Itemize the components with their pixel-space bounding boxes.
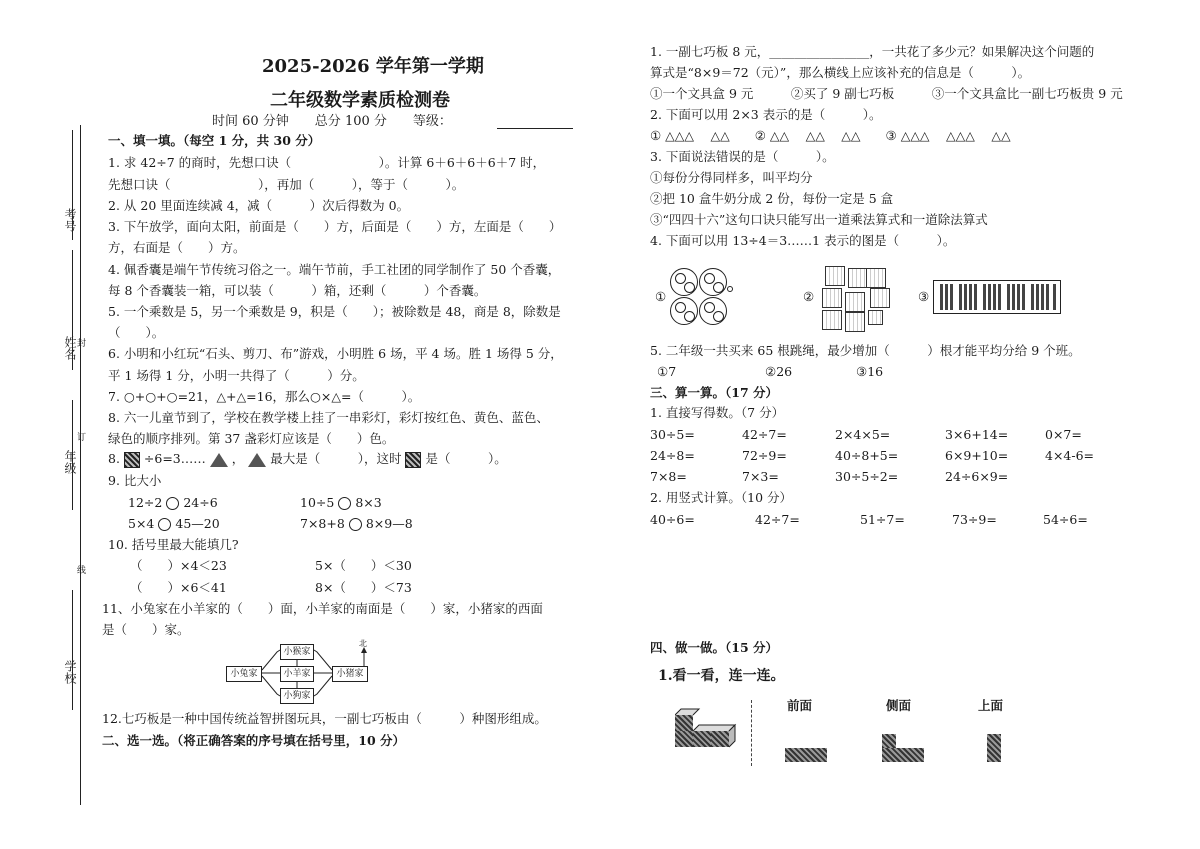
dividend-square-icon-2 (405, 452, 421, 468)
vertical-calc-item: 51÷7= (860, 512, 905, 527)
view-top-label: 上面 (978, 698, 1004, 713)
extra-dot (727, 286, 733, 292)
q9-title: 9. 比大小 (108, 473, 162, 488)
q10-d: 8×（ ）＜73 (315, 580, 412, 595)
s2-q3-opt1: ①每份分得同样多，叫平均分 (650, 170, 813, 185)
s2-q2-options: ① △△△ △△ ② △△ △△ △△ ③ △△△ △△△ △△ (650, 128, 1011, 143)
dot (684, 282, 695, 293)
calc-item: 3×6+14= (945, 427, 1009, 442)
section4-sub1: 1.看一看，连一连。 (658, 668, 785, 684)
map-house-top: 小猴家 (280, 644, 314, 660)
q12: 12.七巧板是一种中国传统益智拼图玩具，一副七巧板由（ ）种图形组成。 (102, 711, 547, 726)
s2-q5-opt1: ①7 (657, 364, 677, 379)
sticks-figure (933, 280, 1061, 314)
s2-q4-opt2-label: ② (803, 289, 815, 304)
q7: 7. ○+○+○=21，△+△=16，那么○×△=（ ）。 (108, 389, 421, 404)
section2-title: 二、选一选。（将正确答案的序号填在括号里，10 分） (102, 733, 405, 748)
map-house-left: 小兔家 (226, 666, 262, 682)
s2-q1-options: ①一个文具盒 9 元 ②买了 9 副七巧板 ③一个文具盒比一副七巧板贵 9 元 (650, 86, 1123, 101)
divider (751, 700, 752, 766)
exam-term: 2025-2026 学年第一学期 (262, 56, 484, 77)
exam-title: 二年级数学素质检测卷 (270, 90, 450, 111)
s2-q4: 4. 下面可以用 13÷4＝3……1 表示的图是（ ）。 (650, 233, 956, 248)
q8b-max: 最大是（ ），这时 (270, 451, 402, 466)
calc-item: 24÷6×9= (945, 469, 1009, 484)
q6-line1: 6. 小明和小红玩“石头、剪刀、布”游戏，小明胜 6 场，平 4 场。胜 1 场得 5 分， (108, 346, 563, 361)
calc-item: 4×4-6= (1045, 448, 1095, 463)
section1-title: 一、填一填。（每空 1 分，共 30 分） (108, 133, 321, 148)
compare-right: 45—20 (175, 516, 220, 531)
cut-line (80, 125, 81, 805)
compare-row-1b (300, 495, 382, 511)
remainder-triangle-icon-2 (248, 453, 266, 467)
view-tiles (987, 734, 1001, 762)
section3-sub1: 1. 直接写得数。（7 分） (650, 405, 785, 420)
s2-q3-opt2: ②把 10 盒牛奶分成 2 份，每份一定是 5 盒 (650, 191, 894, 206)
sticks-bundle-icon (934, 281, 1060, 313)
cube (845, 312, 865, 332)
q3-line1: 3. 下午放学，面向太阳，前面是（ ）方，后面是（ ）方，左面是（ ） (108, 219, 562, 234)
q8-line1: 8. 六一儿童节到了，学校在教学楼上挂了一串彩灯，彩灯按红色、黄色、蓝色、 (108, 410, 549, 425)
q4-line2: 每 8 个香囊装一箱，可以装（ ）箱，还剩（ ）个香囊。 (108, 283, 487, 298)
calc-item: 42÷7= (742, 427, 787, 442)
q5-line2: （ ）。 (108, 325, 165, 340)
q4-line1: 4. 佩香囊是端午节传统习俗之一。端午节前，手工社团的同学制作了 50 个香囊， (108, 262, 561, 277)
cube (822, 310, 842, 330)
cube (845, 292, 865, 312)
compare-circle[interactable] (349, 518, 362, 531)
compare-left: 10÷5 (300, 495, 335, 510)
calc-item: 30÷5= (650, 427, 695, 442)
q8b (108, 451, 507, 468)
calc-item: 7×8= (650, 469, 687, 484)
q8b-expr: ÷6=3…… (143, 451, 206, 466)
calc-item: 6×9+10= (945, 448, 1009, 463)
cube (825, 266, 845, 286)
calc-item: 72÷9= (742, 448, 787, 463)
vertical-calc-item: 42÷7= (755, 512, 800, 527)
q10-title: 10. 括号里最大能填几? (108, 537, 239, 552)
calc-item: 0×7= (1045, 427, 1082, 442)
q2: 2. 从 20 里面连续减 4，减（ ）次后得数为 0。 (108, 198, 410, 213)
s2-q3-opt3: ③“四四十六”这句口诀只能写出一道乘法算式和一道除法算式 (650, 212, 988, 227)
level-blank[interactable] (497, 128, 573, 129)
cube (868, 310, 883, 325)
s2-q4-opt3-label: ③ (918, 289, 930, 304)
calc-item: 40÷8+5= (835, 448, 899, 463)
dividend-square-icon (124, 452, 140, 468)
compare-right: 8×3 (355, 495, 382, 510)
solid-outline (675, 707, 737, 749)
s2-q5: 5. 二年级一共买来 65 根跳绳，最少增加（ ）根才能平均分给 9 个班。 (650, 343, 1081, 358)
q5-line1: 5. 一个乘数是 5，另一个乘数是 9，积是（ ）；被除数是 48，商是 8，除数是 (108, 304, 561, 319)
compare-left: 5×4 (128, 516, 155, 531)
compare-circle[interactable] (166, 497, 179, 510)
cube (870, 288, 890, 308)
compare-right: 24÷6 (183, 495, 218, 510)
view-tiles (882, 748, 924, 762)
s2-q3: 3. 下面说法错误的是（ ）。 (650, 149, 835, 164)
q3-line2: 方，右面是（ ）方。 (108, 240, 246, 255)
dot (675, 273, 686, 284)
dot (675, 302, 686, 313)
cube (866, 268, 886, 288)
compare-left: 7×8+8 (300, 516, 345, 531)
map-north-label: 北 (359, 639, 367, 648)
calc-item: 7×3= (742, 469, 779, 484)
compare-row-2b (300, 516, 413, 532)
remainder-triangle-icon (210, 453, 228, 467)
margin-label-school: 学校 (63, 660, 77, 684)
cube (848, 268, 868, 288)
s2-q1-line1: 1. 一副七巧板 8 元，________________，一共花了多少元？如果解决这个问题的 (650, 44, 1095, 59)
q1-line1: 1. 求 42÷7 的商时，先想口诀（ ）。计算 6＋6＋6＋6＋7 时， (108, 155, 546, 170)
q10-b: 5×（ ）＜30 (315, 558, 412, 573)
map-house-right: 小猪家 (332, 666, 368, 682)
s2-q5-opt2: ②26 (765, 364, 793, 379)
calc-item: 30÷5÷2= (835, 469, 899, 484)
exam-meta: 时间 60 分钟 总分 100 分 等级： (212, 114, 452, 129)
margin-order: 订 (75, 432, 85, 441)
cube (822, 288, 842, 308)
s2-q2: 2. 下面可以用 2×3 表示的是（ ）。 (650, 107, 882, 122)
s2-q1-line2: 算式是“8×9＝72（元）”，那么横线上应该补充的信息是（ ）。 (650, 65, 1031, 80)
compare-circle[interactable] (158, 518, 171, 531)
compare-left: 12÷2 (128, 495, 163, 510)
grade-line (72, 400, 73, 510)
exam-no-line (72, 130, 73, 240)
school-line (72, 590, 73, 710)
dot (704, 273, 715, 284)
q8b-end: 是（ ）。 (425, 451, 507, 466)
q6-line2: 平 1 场得 1 分，小明一共得了（ ）分。 (108, 368, 365, 383)
compare-row-2a (128, 516, 220, 532)
margin-label-name: 姓名 (63, 336, 77, 360)
q8b-num: 8. (108, 451, 120, 466)
q1-line2: 先想口诀（ ），再加（ ），等于（ ）。 (108, 177, 465, 192)
section3-title: 三、算一算。（17 分） (650, 385, 778, 400)
dot (704, 302, 715, 313)
view-front-label: 前面 (787, 698, 813, 713)
margin-label-exam-no: 考号 (63, 208, 77, 232)
margin-line: 线 (75, 565, 85, 574)
compare-row-1a (128, 495, 218, 511)
view-tiles (785, 748, 827, 762)
dot (713, 311, 724, 322)
q8-line2: 绿色的顺序排列。第 37 盏彩灯应该是（ ）色。 (108, 431, 395, 446)
vertical-calc-item: 73÷9= (952, 512, 997, 527)
dot (713, 282, 724, 293)
view-tiles (882, 734, 896, 748)
s2-q5-opt3: ③16 (856, 364, 884, 379)
map-house-bottom: 小狗家 (280, 688, 314, 704)
calc-item: 24÷8= (650, 448, 695, 463)
section3-sub2: 2. 用竖式计算。（10 分） (650, 490, 793, 505)
q8b-comma: ， (231, 451, 245, 466)
dot (684, 311, 695, 322)
margin-seal: 封 (75, 338, 85, 347)
section4-title: 四、做一做。（15 分） (650, 640, 778, 655)
q11-line1: 11、小兔家在小羊家的（ ）面，小羊家的南面是（ ）家，小猪家的西面 (102, 601, 543, 616)
vertical-calc-item: 40÷6= (650, 512, 695, 527)
q11-line2: 是（ ）家。 (102, 622, 190, 637)
view-side-label: 侧面 (886, 698, 912, 713)
q10-c: （ ）×6＜41 (130, 580, 227, 595)
q10-a: （ ）×4＜23 (130, 558, 227, 573)
vertical-calc-item: 54÷6= (1043, 512, 1088, 527)
name-line (72, 250, 73, 370)
calc-item: 2×4×5= (835, 427, 891, 442)
compare-right: 8×9—8 (365, 516, 413, 531)
margin-label-grade: 年级 (63, 450, 77, 474)
map-house-center: 小羊家 (280, 666, 314, 682)
s2-q4-opt1-label: ① (655, 289, 667, 304)
compare-circle[interactable] (338, 497, 351, 510)
